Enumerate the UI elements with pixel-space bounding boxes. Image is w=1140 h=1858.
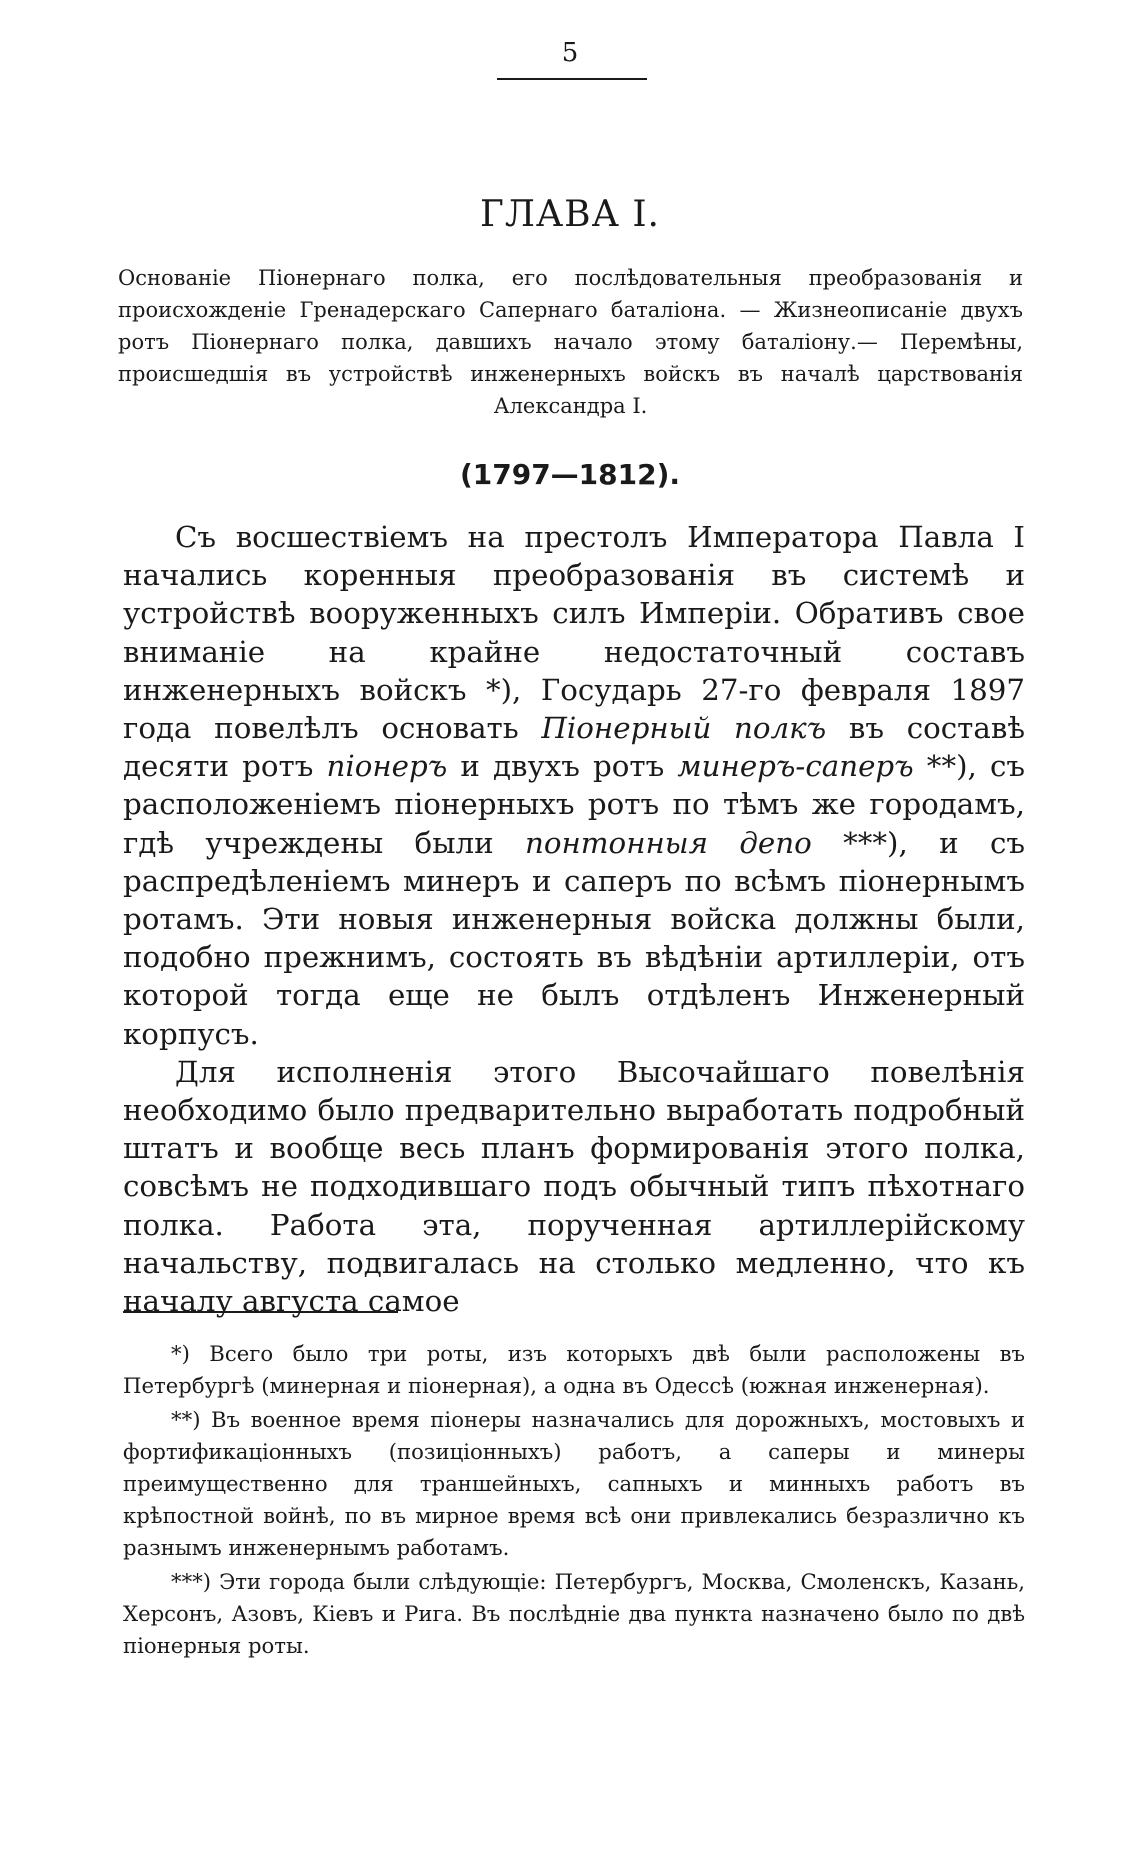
body-text — [123, 518, 1025, 1320]
italic-pioneer: піонеръ — [326, 749, 448, 784]
italic-pontoon-depots: понтонныя депо — [524, 825, 812, 860]
page-number: 5 — [561, 38, 579, 68]
chapter-summary: Основаніе Піонернаго полка, его послѣдовательныя преобразованія и происхожденіе Гренадерскаго Сапернаго баталіона. — Жизнеописаніе двухъ ротъ Піонернаго полка, давшихъ начало этому баталіону.— Перемѣны, происшедшія въ устройствѣ инженерныхъ войскъ въ началѣ царствованія Александра I. — [118, 266, 1023, 418]
footnote-rule — [123, 1311, 398, 1313]
page-number-rule — [497, 78, 647, 80]
footnotes — [123, 1338, 1025, 1664]
chapter-title: ГЛАВА I. — [480, 194, 660, 235]
italic-miner-sapper: минеръ-саперъ — [677, 749, 914, 784]
date-range: (1797—1812). — [459, 458, 681, 491]
paragraph-1-text-2: въ составѣ десяти ротъ — [123, 711, 1025, 784]
paragraph-2: Для исполненія этого Высочайшаго повелѣнія необходимо было предварительно выработать подробный штатъ и вообще весь планъ формированія этого полка, совсѣмъ не подходившаго подъ обычный типъ пѣхотнаго полка. Работа эта, порученная артиллерійскому начальству, подвигалась на столько медленно, что къ началу августа самое — [123, 1054, 1025, 1319]
footnote-1: *) Всего было три роты, изъ которыхъ двѣ были расположены въ Петербургѣ (минерная и піонерная), а одна въ Одессѣ (южная инженерная). — [123, 1341, 1025, 1398]
paragraph-1-text-1: Съ восшествіемъ на престолъ Императора Павла I начались коренныя преобразованія въ системѣ и устройствѣ вооруженныхъ силъ Имперіи. Обративъ свое вниманіе на крайне недостаточный составъ инженерныхъ войскъ *), Государь 27-го февраля 1897 года повелѣлъ основать — [123, 520, 1025, 746]
paragraph-1 — [123, 518, 1025, 1053]
footnote-3: ***) Эти города были слѣдующіе: Петербургъ, Москва, Смоленскъ, Казань, Херсонъ, Азовъ, Кіевъ и Рига. Въ послѣдніе два пункта назначено было по двѣ піонерныя роты. — [123, 1569, 1025, 1658]
paragraph-1-text-3: и двухъ ротъ — [447, 749, 678, 784]
footnote-2: **) Въ военное время піонеры назначались для дорожныхъ, мостовыхъ и фортификаціонныхъ (позиціонныхъ) работъ, а саперы и минеры преимущественно для траншейныхъ, сапныхъ и минныхъ работъ въ крѣпостной войнѣ, по въ мирное время всѣ они привлекались безразлично къ разнымъ инженернымъ работамъ. — [123, 1407, 1025, 1560]
paragraph-1-text-5: ***), и съ распредѣленіемъ минеръ и саперъ по всѣмъ піонернымъ ротамъ. Эти новыя инженерныя войска должны были, подобно прежнимъ, состоять въ вѣдѣніи артиллеріи, отъ которой тогда еще не былъ отдѣленъ Инженерный корпусъ. — [123, 825, 1025, 1051]
italic-pioneer-regiment: Піонерный полкъ — [541, 711, 827, 746]
paragraph-1-text-4: **), съ расположеніемъ піонерныхъ ротъ по тѣмъ же городамъ, гдѣ учреждены были — [123, 749, 1025, 860]
